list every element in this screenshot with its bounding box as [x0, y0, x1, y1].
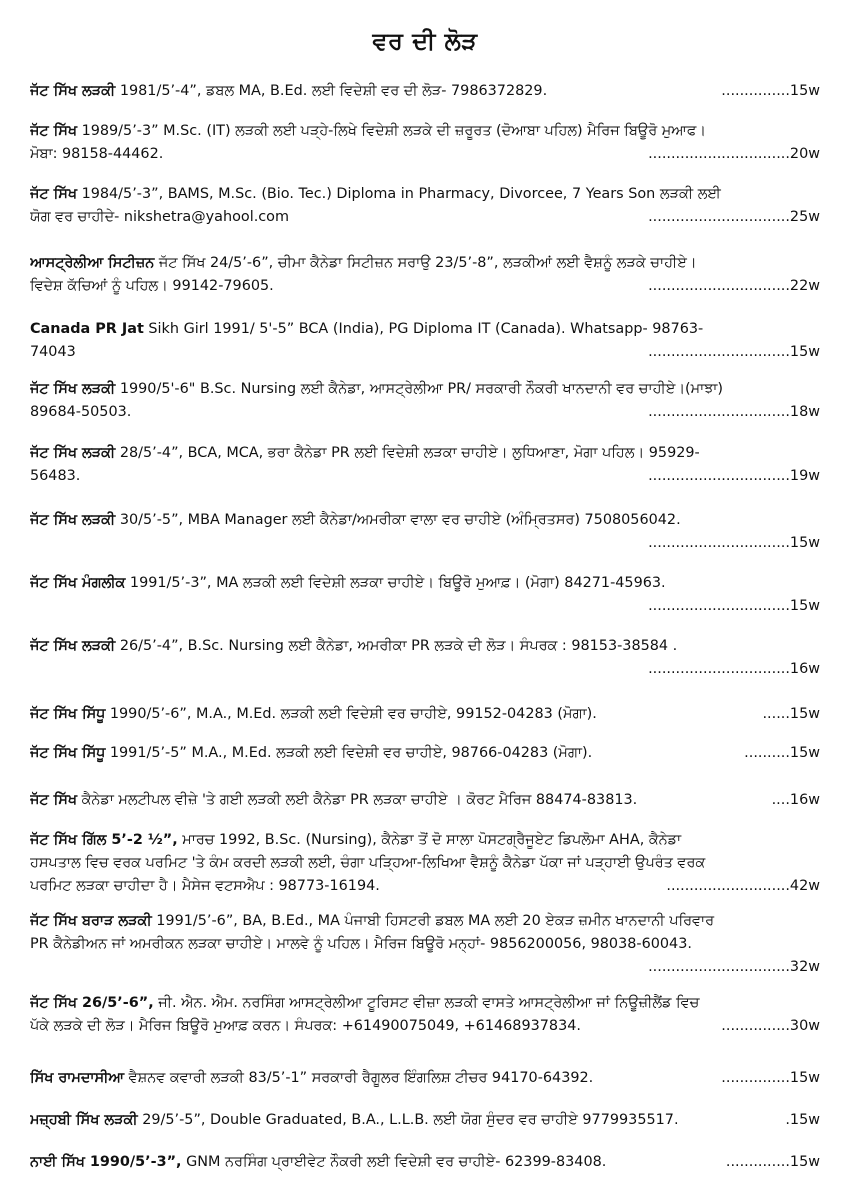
entry-line — [30, 852, 820, 875]
entry-code: ...............................19w — [648, 468, 820, 484]
entry-text: ਜੱਟ ਸਿੱਖ 24/5’-6”, ਚੀਮਾ ਕੈਨੇਡਾ ਸਿਟੀਜ਼ਨ ਸਰਾਉ 23/5’-8”, ਲੜਕੀਆਂ ਲਈ ਵੈਸ਼ਨੂੰ ਲੜਕੇ ਚਾਹੀਏ। — [158, 255, 697, 271]
entry-line — [30, 992, 820, 1015]
entry-line — [30, 829, 820, 852]
entry-line-content — [30, 321, 703, 337]
entry-text: 1991/5’-5” M.A., M.Ed. ਲੜਕੀ ਲਈ ਵਿਦੇਸ਼ੀ ਵਰ ਚਾਹੀਏ, 98766-04283 (ਮੋਗਾ). — [109, 745, 593, 761]
classified-entry — [30, 742, 820, 765]
entry-line — [30, 1109, 820, 1132]
entry-line-content — [30, 789, 637, 812]
entry-line — [30, 789, 820, 812]
entry-line-content — [30, 123, 706, 139]
entry-text: 56483. — [30, 468, 81, 484]
entry-line-content — [30, 401, 131, 424]
entry-line — [30, 401, 820, 424]
entry-line-content — [30, 80, 547, 103]
entry-line — [30, 1015, 820, 1038]
entry-line-content — [30, 143, 163, 166]
classified-entry — [30, 635, 820, 681]
entry-line-content — [30, 341, 76, 364]
entry-line-content — [30, 381, 723, 397]
entry-line-content — [30, 1109, 679, 1132]
classified-entry — [30, 120, 820, 166]
entry-code: ......15w — [762, 706, 820, 722]
entry-code: .15w — [785, 1112, 820, 1128]
entry-lead: ਜੱਟ ਸਿੱਖ ਮੰਗਲੀਕ — [30, 575, 126, 591]
entry-text: GNM ਨਰਸਿੰਗ ਪ੍ਰਾਈਵੇਟ ਨੌਕਰੀ ਲਈ ਵਿਦੇਸ਼ੀ ਵਰ ਚਾਹੀਏ- 62399-83408. — [186, 1154, 607, 1170]
entry-line-content — [30, 186, 721, 202]
entry-text: ਜੀ. ਐਨ. ਐਮ. ਨਰਸਿੰਗ ਆਸਟ੍ਰੇਲੀਆ ਟੂਰਿਸਟ ਵੀਜ਼ਾ ਲੜਕੀ ਵਾਸਤੇ ਆਸਟ੍ਰੇਲੀਆ ਜਾਂ ਨਿਊਜ਼ੀਲੈਂਡ ਵਿਚ — [158, 995, 700, 1011]
entry-lead: ਜੱਟ ਸਿੱਖ ਲੜਕੀ — [30, 638, 116, 654]
entry-line — [30, 183, 820, 206]
classified-entry — [30, 829, 820, 898]
classified-entry — [30, 252, 820, 298]
entry-code: ...............................32w — [648, 959, 820, 975]
entry-lead: ਜੱਟ ਸਿੱਖ ਲੜਕੀ — [30, 83, 116, 99]
entry-code: ...............................25w — [648, 209, 820, 225]
entry-line-content — [30, 913, 714, 929]
entry-text: ਮੋਬਾ: 98158-44462. — [30, 146, 164, 162]
entry-code: ...............................18w — [648, 404, 820, 420]
entry-line — [30, 933, 820, 956]
entry-line — [30, 572, 820, 595]
entry-text: ਹਸਪਤਾਲ ਵਿਚ ਵਰਕ ਪਰਮਿਟ 'ਤੇ ਕੰਮ ਕਰਦੀ ਲੜਕੀ ਲਈ, ਚੰਗਾ ਪੜ੍ਹਿਆ-ਲਿਖਿਆ ਵੈਸ਼ਨੂੰ ਕੈਨੇਡਾ ਪੱਕਾ ਜਾਂ ਪੜ੍ਹਾਈ ਉਪਰੰਤ ਵਰਕ — [30, 855, 706, 871]
entry-line — [30, 742, 820, 765]
classified-entry — [30, 1109, 820, 1132]
entry-line — [30, 658, 820, 681]
classified-entry — [30, 992, 820, 1038]
entry-line-content — [30, 1151, 606, 1174]
entry-lead: ਜੱਟ ਸਿੱਖ ਬਰਾੜ ਲੜਕੀ — [30, 913, 152, 929]
entry-code: ...............30w — [721, 1018, 820, 1034]
entry-line-content — [30, 855, 705, 871]
entry-line — [30, 378, 820, 401]
entry-line — [30, 143, 820, 166]
classified-entry — [30, 703, 820, 726]
entry-lead: ਜੱਟ ਸਿੱਖ 26/5’-6”, — [30, 995, 154, 1011]
entry-text: 29/5’-5”, Double Graduated, B.A., L.L.B. ਲਈ ਯੋਗ ਸੁੰਦਰ ਵਰ ਚਾਹੀਏ 9779935517. — [142, 1112, 679, 1128]
entry-text: 1991/5’-6”, BA, B.Ed., MA ਪੰਜਾਬੀ ਹਿਸਟਰੀ ਡਬਲ MA ਲਈ 20 ਏਕੜ ਜ਼ਮੀਨ ਖਾਨਦਾਨੀ ਪਰਿਵਾਰ — [156, 913, 715, 929]
entry-line-content — [30, 638, 677, 654]
entry-line — [30, 532, 820, 555]
entry-line — [30, 442, 820, 465]
entry-text: ਪੱਕੇ ਲੜਕੇ ਦੀ ਲੋੜ। ਮੈਰਿਜ ਬਿਊਰੋ ਮੁਆਫ਼ ਕਰਨ। ਸੰਪਰਕ: +61490075049, +61468937834. — [30, 1018, 581, 1034]
entry-line-content — [30, 995, 699, 1011]
entry-text: 74043 — [30, 344, 76, 360]
entry-line — [30, 465, 820, 488]
entry-line — [30, 80, 820, 103]
entry-text: 1984/5’-3”, BAMS, M.Sc. (Bio. Tec.) Diploma in Pharmacy, Divorcee, 7 Years Son ਲੜਕੀ ਲਈ — [81, 186, 721, 202]
entry-lead: ਜੱਟ ਸਿੱਖ — [30, 792, 77, 808]
classified-entry — [30, 442, 820, 488]
classified-entry — [30, 1151, 820, 1174]
page-title: ਵਰ ਦੀ ਲੋੜ — [372, 27, 478, 55]
entry-code: ..............15w — [725, 1154, 820, 1170]
classified-entry — [30, 910, 820, 979]
entry-line-content — [30, 255, 697, 271]
entry-lead: ਜੱਟ ਸਿੱਖ ਸਿੱਧੂ — [30, 706, 106, 722]
classified-entry — [30, 80, 820, 103]
entry-text: 1989/5’-3” M.Sc. (IT) ਲੜਕੀ ਲਈ ਪੜ੍ਹੇ-ਲਿਖੇ ਵਿਦੇਸ਼ੀ ਲੜਕੇ ਦੀ ਜ਼ਰੂਰਤ (ਦੋਆਬਾ ਪਹਿਲ) ਮੈਰਿਜ ਬਿਊਰੋ ਮੁਆਫ। — [81, 123, 706, 139]
entry-code: ..........15w — [744, 745, 820, 761]
entry-lead: ਜੱਟ ਸਿੱਖ ਗਿੱਲ 5’-2 ½”, — [30, 832, 178, 848]
entry-lead: ਜੱਟ ਸਿੱਖ ਲੜਕੀ — [30, 512, 116, 528]
entry-line — [30, 120, 820, 143]
entry-lead: ਨਾਈ ਸਿੱਖ 1990/5’-3”, — [30, 1154, 182, 1170]
entry-line-content — [30, 875, 380, 898]
entry-line — [30, 956, 820, 979]
entry-text: 28/5’-4”, BCA, MCA, ਭਰਾ ਕੈਨੇਡਾ PR ਲਈ ਵਿਦੇਸ਼ੀ ਲੜਕਾ ਚਾਹੀਏ। ਲੁਧਿਆਣਾ, ਮੋਗਾ ਪਹਿਲ। 95929- — [119, 445, 700, 461]
entry-code: ...............................16w — [648, 661, 820, 677]
entry-line — [30, 703, 820, 726]
entry-line — [30, 635, 820, 658]
entry-line — [30, 252, 820, 275]
entry-text: 26/5’-4”, B.Sc. Nursing ਲਈ ਕੈਨੇਡਾ, ਅਮਰੀਕਾ PR ਲੜਕੇ ਦੀ ਲੋੜ। ਸੰਪਰਕ : 98153-38584 . — [119, 638, 678, 654]
entry-text: 1991/5’-3”, MA ਲੜਕੀ ਲਈ ਵਿਦੇਸ਼ੀ ਲੜਕਾ ਚਾਹੀਏ। ਬਿਊਰੋ ਮੁਆਫ਼। (ਮੋਗਾ) 84271-45963. — [129, 575, 666, 591]
entry-text: 1990/5’-6”, M.A., M.Ed. ਲੜਕੀ ਲਈ ਵਿਦੇਸ਼ੀ ਵਰ ਚਾਹੀਏ, 99152-04283 (ਮੋਗਾ). — [109, 706, 597, 722]
entry-line — [30, 206, 820, 229]
entry-lead: ਜੱਟ ਸਿੱਖ ਸਿੱਧੂ — [30, 745, 106, 761]
entry-text: ਯੋਗ ਵਰ ਚਾਹੀਦੇ- nikshetra@yahool.com — [30, 209, 289, 225]
entry-code: ...............15w — [721, 1070, 820, 1086]
entry-line — [30, 509, 820, 532]
entry-line — [30, 318, 820, 341]
entry-text: ਕੈਨੇਡਾ ਮਲਟੀਪਲ ਵੀਜ਼ੇ 'ਤੇ ਗਈ ਲੜਕੀ ਲਈ ਕੈਨੇਡਾ PR ਲੜਕਾ ਚਾਹੀਏ । ਕੋਰਟ ਮੈਰਿਜ 88474-83813. — [81, 792, 638, 808]
entry-lead: ਜੱਟ ਸਿੱਖ — [30, 186, 77, 202]
entry-code: ...............................15w — [648, 535, 820, 551]
entry-line-content — [30, 275, 274, 298]
entry-line — [30, 595, 820, 618]
classified-entry — [30, 789, 820, 812]
entry-line-content — [30, 512, 681, 528]
classified-entry — [30, 572, 820, 618]
entry-line-content — [30, 703, 597, 726]
entry-line — [30, 1067, 820, 1090]
entry-line — [30, 875, 820, 898]
entry-text: Sikh Girl 1991/ 5'-5” BCA (India), PG Diploma IT (Canada). Whatsapp- 98763- — [148, 321, 704, 337]
entry-text: 1990/5'-6" B.Sc. Nursing ਲਈ ਕੈਨੇਡਾ, ਆਸਟ੍ਰੇਲੀਆ PR/ ਸਰਕਾਰੀ ਨੌਕਰੀ ਖਾਨਦਾਨੀ ਵਰ ਚਾਹੀਏ।(ਮਾਝਾ) — [119, 381, 724, 397]
entry-text: ਵੈਸ਼ਨਵ ਕਵਾਰੀ ਲੜਕੀ 83/5’-1” ਸਰਕਾਰੀ ਰੈਗੂਲਰ ਇੰਗਲਿਸ਼ ਟੀਚਰ 94170-64392. — [128, 1070, 594, 1086]
entry-text: 30/5’-5”, MBA Manager ਲਈ ਕੈਨੇਡਾ/ਅਮਰੀਕਾ ਵਾਲਾ ਵਰ ਚਾਹੀਏ (ਅੰਮ੍ਰਿਤਸਰ) 7508056042. — [119, 512, 681, 528]
entry-code: ...............15w — [721, 83, 820, 99]
entry-line-content — [30, 832, 681, 848]
entry-line — [30, 275, 820, 298]
entry-line — [30, 910, 820, 933]
classified-entry — [30, 509, 820, 555]
entry-line-content — [30, 206, 289, 229]
classified-entry — [30, 183, 820, 229]
entry-lead: Canada PR Jat — [30, 321, 144, 337]
entry-code: ...............................20w — [648, 146, 820, 162]
entry-code: ...............................15w — [648, 344, 820, 360]
entry-lead: ਮਜ਼੍ਹਬੀ ਸਿੱਖ ਲੜਕੀ — [30, 1112, 138, 1128]
entry-lead: ਸਿੱਖ ਰਾਮਦਾਸੀਆ — [30, 1070, 125, 1086]
entry-line-content — [30, 936, 692, 952]
entry-text: ਵਿਦੇਸ਼ ਕੱਚਿਆਂ ਨੂੰ ਪਹਿਲ। 99142-79605. — [30, 278, 274, 294]
entry-text: 1981/5’-4”, ਡਬਲ MA, B.Ed. ਲਈ ਵਿਦੇਸ਼ੀ ਵਰ ਦੀ ਲੋੜ- 7986372829. — [119, 83, 548, 99]
classified-entry — [30, 1067, 820, 1090]
entry-code: ...............................15w — [648, 598, 820, 614]
entry-code: ...........................42w — [666, 878, 820, 894]
entry-line-content — [30, 1015, 581, 1038]
entry-line-content — [30, 465, 80, 488]
entry-line-content — [30, 742, 592, 765]
entry-text: PR ਕੈਨੇਡੀਅਨ ਜਾਂ ਅਮਰੀਕਨ ਲੜਕਾ ਚਾਹੀਏ। ਮਾਲਵੇ ਨੂੰ ਪਹਿਲ। ਮੈਰਿਜ ਬਿਊਰੋ ਮਨ੍ਹਾਂ- 9856200056, 98038-60043. — [30, 936, 692, 952]
entry-text: ਮਾਰਚ 1992, B.Sc. (Nursing), ਕੈਨੇਡਾ ਤੋਂ ਦੋ ਸਾਲਾ ਪੋਸਟਗ੍ਰੈਜੂਏਟ ਡਿਪਲੋਮਾ AHA, ਕੈਨੇਡਾ — [182, 832, 682, 848]
entry-line-content — [30, 1067, 593, 1090]
entry-lead: ਜੱਟ ਸਿੱਖ ਲੜਕੀ — [30, 445, 116, 461]
entry-code: ....16w — [771, 792, 820, 808]
entry-lead: ਜੱਟ ਸਿੱਖ — [30, 123, 77, 139]
classified-entry — [30, 378, 820, 424]
classified-entry — [30, 318, 820, 364]
entry-text: ਪਰਮਿਟ ਲੜਕਾ ਚਾਹੀਦਾ ਹੈ। ਮੈਸੇਜ ਵਟਸਐਪ : 98773-16194. — [30, 878, 380, 894]
entry-code: ...............................22w — [648, 278, 820, 294]
entry-line-content — [30, 445, 700, 461]
entry-line — [30, 1151, 820, 1174]
entry-line — [30, 341, 820, 364]
entry-text: 89684-50503. — [30, 404, 132, 420]
entry-lead: ਆਸਟ੍ਰੇਲੀਆ ਸਿਟੀਜ਼ਨ — [30, 255, 155, 271]
entry-lead: ਜੱਟ ਸਿੱਖ ਲੜਕੀ — [30, 381, 116, 397]
entry-line-content — [30, 575, 666, 591]
